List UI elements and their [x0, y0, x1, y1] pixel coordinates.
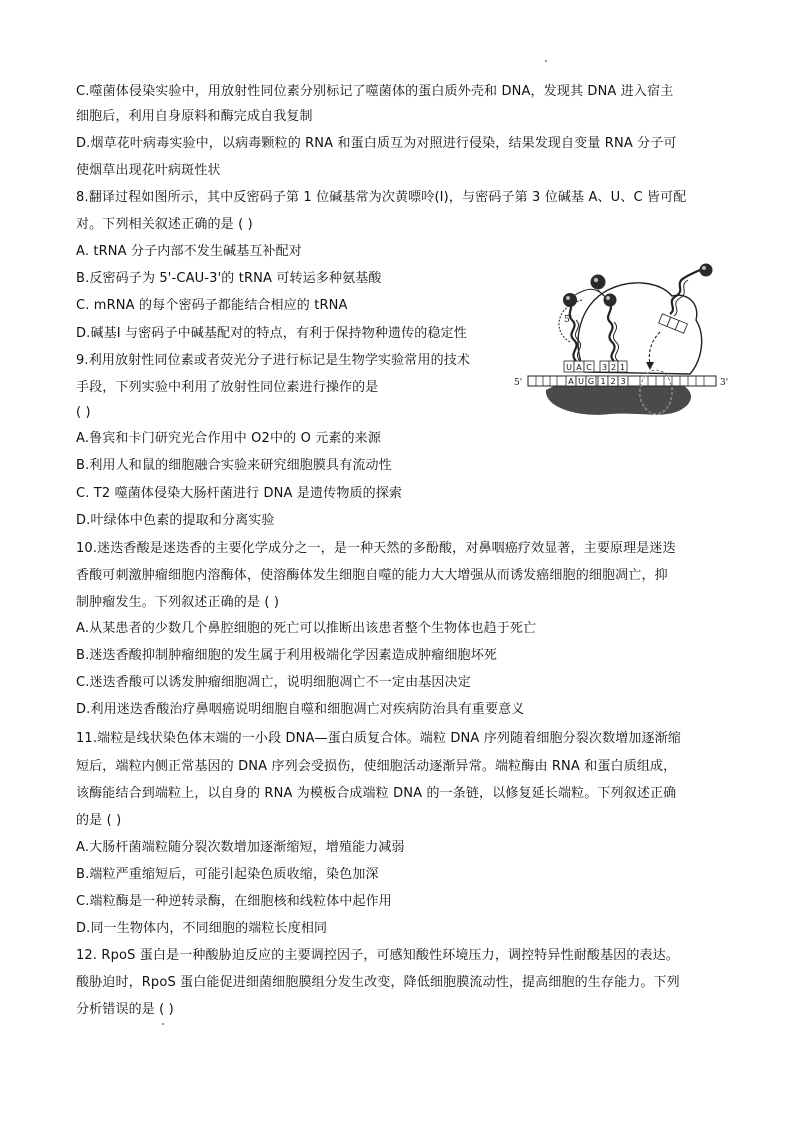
q10-stem-line3: 制肿瘤发生。下列叙述正确的是 ( ) — [76, 595, 280, 610]
codon-base: 2 — [610, 377, 616, 386]
q9-stem-line1: 9.利用放射性同位素或者荧光分子进行标记是生物学实验常用的技术 — [76, 353, 471, 368]
q8-option-a: A. tRNA 分子内部不发生碱基互补配对 — [76, 244, 302, 259]
q9-stem-bracket: ( ) — [76, 405, 91, 420]
q10-stem-line2: 香酸可刺激肿瘤细胞内溶酶体，使溶酶体发生细胞自噬的能力大大增强从而诱发癌细胞的细胞凋亡，抑 — [76, 568, 668, 583]
q11-option-d: D.同一生物体内，不同细胞的端粒长度相同 — [76, 921, 328, 936]
trna-left — [570, 302, 577, 361]
q12-stem-line3: 分析错误的是 ( ) — [76, 1002, 174, 1017]
q9-stem-line2: 手段，下列实验中利用了放射性同位素进行操作的是 — [76, 380, 379, 395]
codon-base: A — [568, 377, 574, 386]
anticodon-number: 1 — [619, 363, 626, 372]
q10-option-c: C.迷迭香酸可以诱发肿瘤细胞凋亡，说明细胞凋亡不一定由基因决定 — [76, 675, 471, 690]
q9-option-b: B.利用人和鼠的细胞融合实验来研究细胞膜具有流动性 — [76, 458, 392, 473]
q10-option-b: B.迷迭香酸抑制肿瘤细胞的发生属于利用极端化学因素造成肿瘤细胞坏死 — [76, 648, 498, 663]
q9-option-a: A.鲁宾和卡门研究光合作用中 O2中的 O 元素的来源 — [76, 431, 381, 446]
three-prime-label: 3' — [720, 378, 729, 388]
q11-stem-line2: 短后，端粒内侧正常基因的 DNA 序列会受损伤，使细胞活动逐渐异常。端粒酶由 RNA 和蛋白质组成， — [76, 759, 677, 774]
q11-stem-line1: 11.端粒是线状染色体末端的一小段 DNA—蛋白质复合体。端粒 DNA 序列随着细胞分裂次数增加逐渐缩 — [76, 731, 681, 746]
q8-option-c: C. mRNA 的每个密码子都能结合相应的 tRNA — [76, 298, 348, 313]
q8-stem-line2: 对。下列相关叙述正确的是 ( ) — [76, 217, 253, 232]
q7-option-d-line2: 使烟草出现花叶病斑性状 — [76, 163, 221, 178]
anticodon-base: U — [566, 363, 572, 372]
q7-option-c-line1: C.噬菌体侵染实验中，用放射性同位素分别标记了噬菌体的蛋白质外壳和 DNA，发现其 DNA 进入宿主 — [76, 84, 674, 99]
q10-stem-line1: 10.迷迭香酸是迷迭香的主要化学成分之一，是一种天然的多酚酸，对鼻咽癌疗效显著，主要原理是迷迭 — [76, 541, 676, 556]
anticodon-base: C — [586, 363, 592, 372]
anticodon-number: 2 — [610, 363, 617, 372]
q8-option-b: B.反密码子为 5'-CAU-3'的 tRNA 可转运多种氨基酸 — [76, 271, 382, 286]
anticodon-number: 3 — [601, 363, 608, 372]
q10-option-d: D.利用迷迭香酸治疗鼻咽癌说明细胞自噬和细胞凋亡对疾病防治具有重要意义 — [76, 702, 525, 717]
q11-option-b: B.端粒严重缩短后，可能引起染色质收缩，染色加深 — [76, 867, 379, 882]
anticodon-base: A — [576, 363, 582, 372]
q11-stem-line3: 该酶能结合到端粒上，以自身的 RNA 为模板合成端粒 DNA 的一条链，以修复延长端粒。下列叙述正确 — [76, 786, 677, 801]
amino-acid-ball — [604, 294, 617, 307]
scan-dot — [162, 1023, 164, 1025]
codon-base: 3 — [620, 377, 626, 386]
q11-option-a: A.大肠杆菌端粒随分裂次数增加逐渐缩短，增殖能力减弱 — [76, 840, 405, 855]
q7-option-c-line2: 细胞后，利用自身原料和酶完成自我复制 — [76, 109, 313, 124]
q11-stem-line4: 的是 ( ) — [76, 813, 122, 828]
codon-base: U — [578, 377, 584, 386]
codon-base: 1 — [600, 377, 606, 386]
five-prime-label-left: 5' — [514, 378, 523, 388]
amino-acid-ball — [700, 264, 713, 277]
q8-stem-line1: 8.翻译过程如图所示，其中反密码子第 1 位碱基常为次黄嘌呤(I)，与密码子第 3 位碱基 A、U、C 皆可配 — [76, 190, 687, 205]
q12-stem-line1: 12. RpoS 蛋白是一种酸胁迫反应的主要调控因子，可感知酸性环境压力，调控特异性耐酸基因的表达。 — [76, 948, 679, 963]
q8-option-d: D.碱基Ⅰ 与密码子中碱基配对的特点，有利于保持物种遗传的稳定性 — [76, 326, 467, 341]
q10-option-a: A.从某患者的少数几个鼻腔细胞的死亡可以推断出该患者整个生物体也趋于死亡 — [76, 621, 537, 636]
q9-option-c: C. T2 噬菌体侵染大肠杆菌进行 DNA 是遗传物质的探索 — [76, 486, 403, 501]
codon-base: G — [587, 377, 595, 386]
q12-stem-line2: 酸胁迫时，RpoS 蛋白能促进细菌细胞膜组分发生改变，降低细胞膜流动性，提高细胞的生存能力。下列 — [76, 975, 680, 990]
ribosome-small-subunit — [546, 386, 691, 415]
q9-option-d: D.叶绿体中色素的提取和分离实验 — [76, 513, 275, 528]
scan-dot — [545, 60, 547, 62]
translation-diagram — [510, 262, 742, 428]
five-prime-label-top: 5' — [564, 315, 573, 325]
q11-option-c: C.端粒酶是一种逆转录酶，在细胞核和线粒体中起作用 — [76, 894, 392, 909]
q7-option-d-line1: D.烟草花叶病毒实验中，以病毒颗粒的 RNA 和蛋白质互为对照进行侵染，结果发现自变量 RNA 分子可 — [76, 136, 677, 151]
